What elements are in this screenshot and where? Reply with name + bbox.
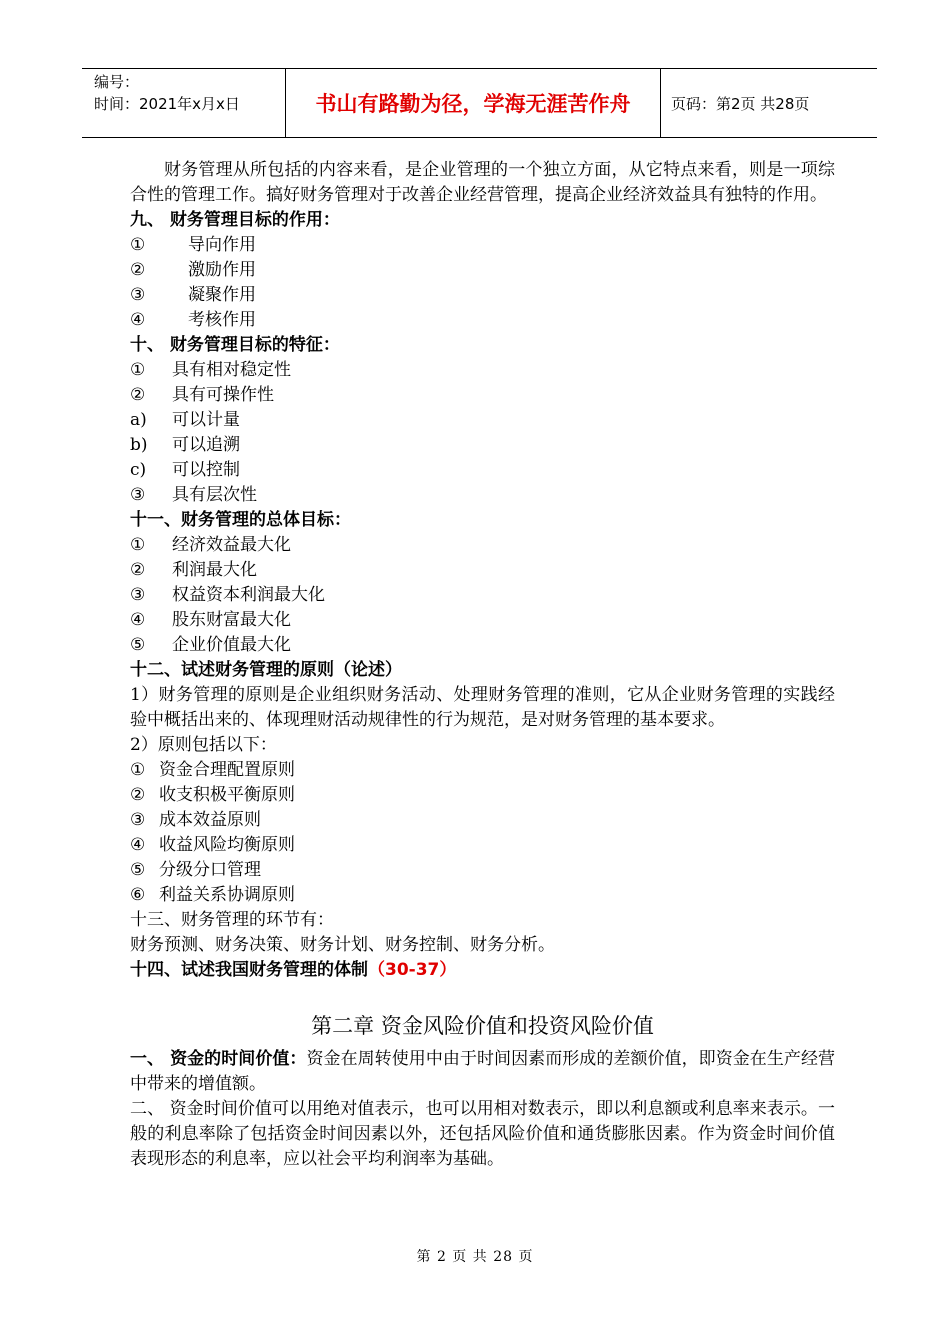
list-item-text: 可以控制 — [172, 460, 240, 480]
section-14-title-text: 十四、试述我国财务管理的体制 — [130, 960, 368, 980]
list-item-marker: ④ — [130, 610, 146, 630]
chapter-2-paragraph-2: 二、 资金时间价值可以用绝对值表示，也可以用相对数表示，即以利息额或利息率来表示。一般的利息率除了包括资金时间因素以外，还包括风险价值和通货膨胀因素。作为资金时间价值表现形态的利息率，应以社会平均利润率为基础。 — [130, 1099, 835, 1169]
list-item-text: 具有可操作性 — [172, 385, 274, 405]
page-footer: 第 2 页 共 28 页 — [416, 1249, 534, 1265]
list-item-text: 可以追溯 — [172, 435, 240, 455]
list-item-marker: ③ — [130, 585, 146, 605]
section-11-list — [130, 533, 835, 658]
section-12-paragraph-1: 1）财务管理的原则是企业组织财务活动、处理财务管理的准则，它从企业财务管理的实践经验中概括出来的、体现理财活动规律性的行为规范，是对财务管理的基本要求。 — [130, 685, 835, 730]
list-item-marker: c) — [130, 460, 147, 480]
list-item — [130, 583, 835, 608]
header-page-label: 页码：第2页 共28页 — [671, 94, 810, 113]
list-item-marker: ⑥ — [130, 885, 146, 905]
section-12-list — [130, 758, 835, 908]
list-item — [130, 258, 835, 283]
page-header — [82, 68, 877, 138]
list-item-text: 利润最大化 — [172, 560, 257, 580]
list-item — [130, 358, 835, 383]
list-item — [130, 858, 835, 883]
list-item-text: 收益风险均衡原则 — [159, 835, 295, 855]
list-item-text: 考核作用 — [188, 310, 256, 330]
list-item-text: 激励作用 — [188, 260, 256, 280]
list-item — [130, 883, 835, 908]
list-item — [130, 833, 835, 858]
list-item-text: 利益关系协调原则 — [159, 885, 295, 905]
document-body — [130, 158, 835, 1172]
list-item-marker: ② — [130, 260, 146, 280]
list-item-marker: ③ — [130, 485, 146, 505]
list-item-marker: b) — [130, 435, 148, 455]
list-item-text: 企业价值最大化 — [172, 635, 291, 655]
list-item-text: 具有相对稳定性 — [172, 360, 291, 380]
header-meta — [82, 69, 286, 137]
list-item — [130, 233, 835, 258]
section-14-page-ref: （30-37） — [368, 960, 457, 980]
list-item-marker: ② — [130, 385, 146, 405]
list-item-marker: ③ — [130, 285, 146, 305]
list-item-text: 导向作用 — [188, 235, 256, 255]
chapter-2-title: 第二章 资金风险价值和投资风险价值 — [311, 1014, 654, 1038]
list-item-text: 具有层次性 — [172, 485, 257, 505]
list-item — [130, 633, 835, 658]
intro-paragraph: 财务管理从所包括的内容来看，是企业管理的一个独立方面，从它特点来看，则是一项综合性的管理工作。搞好财务管理对于改善企业经营管理，提高企业经济效益具有独特的作用。 — [130, 160, 835, 205]
section-13-text: 财务预测、财务决策、财务计划、财务控制、财务分析。 — [130, 935, 555, 955]
list-item — [130, 408, 835, 433]
list-item — [130, 558, 835, 583]
section-10-list — [130, 358, 835, 508]
list-item-marker: ② — [130, 560, 146, 580]
list-item — [130, 608, 835, 633]
header-motto: 书山有路勤为径，学海无涯苦作舟 — [286, 69, 661, 137]
section-12-title: 十二、试述财务管理的原则（论述） — [130, 660, 402, 680]
section-10-title: 十、 财务管理目标的特征： — [130, 335, 340, 355]
list-item-marker: ⑤ — [130, 860, 146, 880]
list-item-marker: ① — [130, 760, 146, 780]
chapter-2-paragraph-1 — [130, 1047, 835, 1097]
list-item — [130, 458, 835, 483]
section-12-paragraph-2: 2）原则包括以下： — [130, 735, 277, 755]
section-11-title: 十一、财务管理的总体目标： — [130, 510, 351, 530]
number-label: 编号： — [94, 73, 140, 91]
list-item-marker: ④ — [130, 835, 146, 855]
time-value-definition: 资金在周转使用中由于时间因素而形成的差额价值，即资金在生产经营中带来的增值额。 — [130, 1049, 836, 1094]
list-item — [130, 308, 835, 333]
list-item — [130, 283, 835, 308]
list-item-marker: ③ — [130, 810, 146, 830]
list-item-marker: ① — [130, 535, 146, 555]
list-item — [130, 533, 835, 558]
list-item — [130, 808, 835, 833]
list-item — [130, 483, 835, 508]
section-14-title — [130, 958, 835, 983]
list-item-text: 凝聚作用 — [188, 285, 256, 305]
list-item-marker: ① — [130, 360, 146, 380]
list-item — [130, 783, 835, 808]
section-9-list — [130, 233, 835, 333]
list-item-text: 经济效益最大化 — [172, 535, 291, 555]
list-item-text: 股东财富最大化 — [172, 610, 291, 630]
list-item-marker: ④ — [130, 310, 146, 330]
list-item-text: 权益资本利润最大化 — [172, 585, 325, 605]
list-item-text: 分级分口管理 — [159, 860, 261, 880]
list-item — [130, 383, 835, 408]
list-item-marker: ⑤ — [130, 635, 146, 655]
list-item-text: 资金合理配置原则 — [159, 760, 295, 780]
list-item-text: 成本效益原则 — [159, 810, 261, 830]
list-item — [130, 758, 835, 783]
list-item-text: 收支积极平衡原则 — [159, 785, 295, 805]
section-13-title: 十三、财务管理的环节有： — [130, 910, 334, 930]
list-item-marker: ① — [130, 235, 146, 255]
section-9-title: 九、 财务管理目标的作用： — [130, 210, 340, 230]
time-value-term: 一、 资金的时间价值： — [130, 1049, 307, 1069]
list-item-text: 可以计量 — [172, 410, 240, 430]
time-label: 时间：2021年x月x日 — [94, 95, 240, 113]
list-item — [130, 433, 835, 458]
list-item-marker: ② — [130, 785, 146, 805]
list-item-marker: a) — [130, 410, 147, 430]
